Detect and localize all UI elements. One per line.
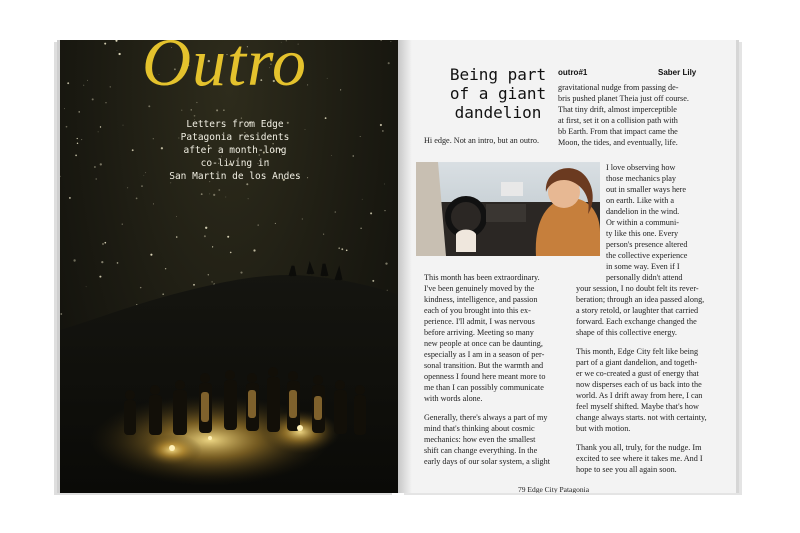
text-line: excited to see where it takes me. And I	[576, 454, 703, 463]
text-line: early days of our solar system, a slight	[424, 457, 550, 466]
text-line: bris pushed planet Theia just off course.	[558, 94, 689, 103]
paragraph	[424, 412, 574, 467]
car-interior-image	[416, 162, 600, 256]
text-line: Or within a communi-	[606, 218, 679, 227]
subtitle-line: Letters from Edge	[186, 119, 284, 130]
text-line: forward. Each exchange changed the	[576, 317, 697, 326]
subtitle-line: after a month-long	[183, 145, 287, 156]
right-column	[576, 283, 731, 483]
text-line: your session, I no doubt felt its rever-	[576, 284, 699, 293]
text-line: each of you brought into this ex-	[424, 306, 531, 315]
text-line: with words alone.	[424, 394, 483, 403]
text-line: Generally, there's always a part of my	[424, 413, 548, 422]
text-line: I've been genuinely moved by the	[424, 284, 535, 293]
open-magazine	[60, 40, 736, 493]
section-label: outro#1	[558, 68, 588, 77]
text-line: person's presence altered	[606, 240, 688, 249]
text-line: I love observing how	[606, 163, 676, 172]
text-line: new people at once can be daunting,	[424, 339, 543, 348]
paragraph	[424, 272, 574, 404]
text-line: perience. I'll admit, I was nervous	[424, 317, 535, 326]
text-line: but with motion.	[576, 424, 631, 433]
handwritten-subtitle	[160, 118, 310, 183]
text-line: shape of this collective energy.	[576, 328, 677, 337]
heading-line: Being part	[449, 65, 547, 84]
paragraph	[576, 346, 731, 434]
text-line: kindness, intelligence, and passion	[424, 295, 538, 304]
text-line: gravitational nudge from passing de-	[558, 83, 679, 92]
text-line: mind that's thinking about cosmic	[424, 424, 535, 433]
text-line: Thank you all, truly, for the nudge. Im	[576, 443, 702, 452]
subtitle-line: Patagonia residents	[180, 132, 290, 143]
text-line: the collective experience	[606, 251, 688, 260]
right-page-article	[398, 40, 736, 493]
paragraph	[576, 283, 731, 338]
text-line: er we co-created a gust of energy that	[576, 369, 699, 378]
text-line: bb Earth. From that impact came the	[558, 127, 678, 136]
text-line: out in smaller ways here	[606, 185, 687, 194]
heading-line: dandelion	[454, 103, 542, 122]
text-line: part of a giant dandelion, and togeth-	[576, 358, 698, 367]
text-line: in some way. Even if I	[606, 262, 680, 271]
subtitle-line: co-living in	[200, 158, 270, 169]
text-line: Moon, the tides, and eventually, life.	[558, 138, 678, 147]
text-line: This month has been extraordinary.	[424, 273, 540, 282]
outro-title: Outro	[142, 40, 307, 100]
text-line: world. As I drift away from here, I can	[576, 391, 703, 400]
left-column	[424, 272, 574, 475]
text-line: personally didn't attend	[606, 273, 683, 282]
text-line: before arriving. Meeting so many	[424, 328, 534, 337]
campfire-scene	[60, 40, 398, 493]
text-line: feel myself shifted. Maybe that's how	[576, 402, 699, 411]
paragraph	[576, 442, 731, 475]
left-page-photo	[60, 40, 398, 493]
text-line: mechanics: how even the smallest	[424, 435, 536, 444]
text-line: me than I can possibly communicate	[424, 383, 544, 392]
article-heading	[438, 65, 558, 122]
text-line: now disperses each of us back into the	[576, 380, 702, 389]
text-line: That tiny drift, almost imperceptible	[558, 105, 677, 114]
car-photo	[416, 162, 600, 256]
text-line: ty like this one. Every	[606, 229, 679, 238]
text-line: change always starts. not with certainty,	[576, 413, 707, 422]
text-line: especially as I am in a season of per-	[424, 350, 545, 359]
right-column-beside-photo	[606, 162, 731, 283]
text-line: shift can change everything. In the	[424, 446, 538, 455]
text-line: dandelion in the wind.	[606, 207, 680, 216]
text-line: on earth. Like with a	[606, 196, 674, 205]
subtitle-line: San Martin de los Andes	[169, 171, 301, 182]
book-gutter	[398, 40, 412, 493]
text-line: openness I found here meant more to	[424, 372, 546, 381]
page-footer: 79 Edge City Patagonia	[518, 485, 590, 493]
intro-line: Hi edge. Not an intro, but an outro.	[424, 136, 540, 145]
right-column-top	[558, 82, 728, 148]
text-line: hope to see you all again soon.	[576, 465, 677, 474]
text-line: a story retold, or laughter that carried	[576, 306, 699, 315]
heading-line: of a giant	[449, 84, 547, 103]
text-line: beration; through an idea passed along,	[576, 295, 705, 304]
text-line: This month, Edge City felt like being	[576, 347, 699, 356]
text-line: at first, set it on a collision path with	[558, 116, 678, 125]
author-name: Saber Lily	[658, 68, 697, 77]
text-line: those mechanics play	[606, 174, 677, 183]
text-line: sonal transition. But the warmth and	[424, 361, 544, 370]
